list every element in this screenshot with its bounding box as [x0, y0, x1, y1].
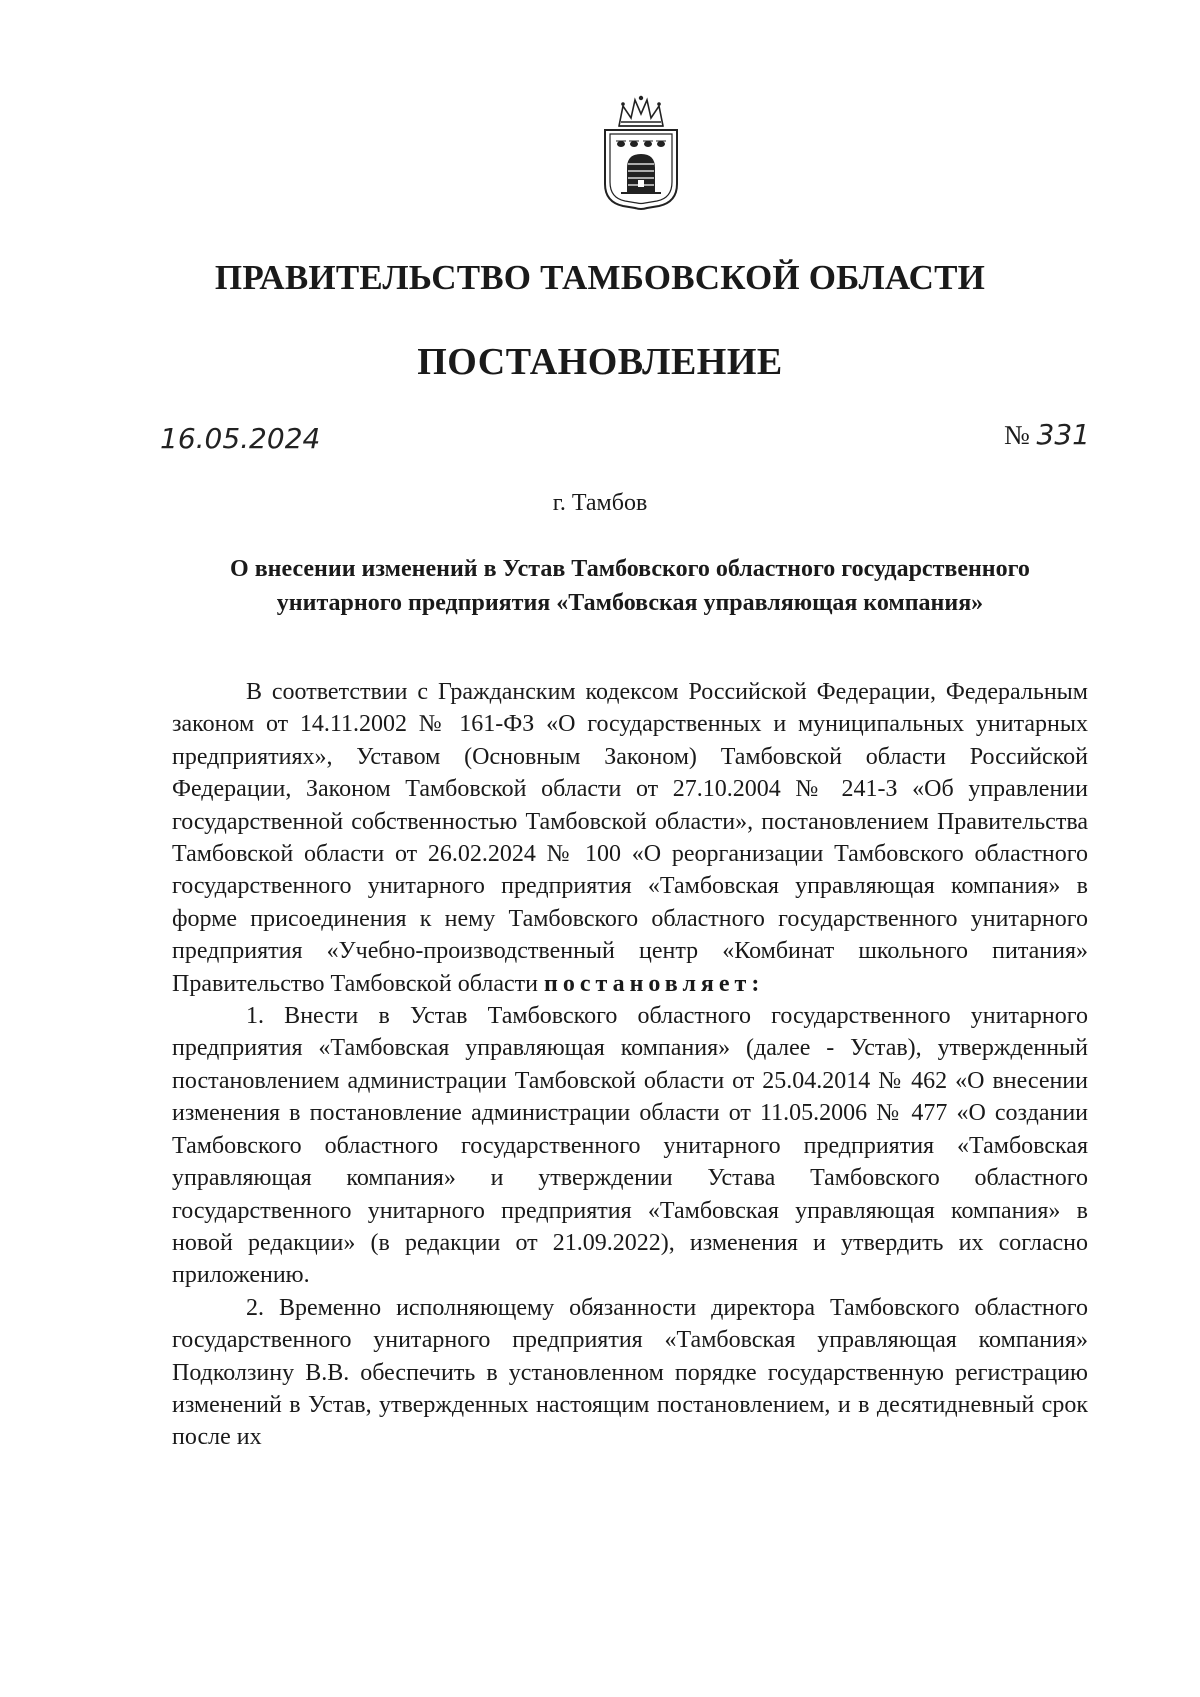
- document-subject: О внесении изменений в Устав Тамбовского областного государственного унитарного предприятия «Тамбовская управляющая компания»: [230, 556, 1030, 616]
- document-body: [172, 676, 1088, 1454]
- document-date: 16.05.2024: [160, 422, 321, 455]
- decree-word: постановляет:: [544, 970, 765, 997]
- document-type-title: ПОСТАНОВЛЕНИЕ: [417, 341, 783, 383]
- organization-title: ПРАВИТЕЛЬСТВО ТАМБОВСКОЙ ОБЛАСТИ: [214, 258, 986, 297]
- document-number: 331: [1036, 418, 1090, 451]
- item-2-paragraph: 2. Временно исполняющему обязанности директора Тамбовского областного государственного унитарного предприятия «Тамбовская управляющая компания» Подколзину В.В. обеспечить в установленном порядке государственную регистрацию изменений в Устав, утвержденных настоящим постановлением, и в десятидневный срок после их: [172, 1294, 1088, 1451]
- preamble-paragraph: [172, 676, 1088, 1000]
- document-city: г. Тамбов: [552, 490, 648, 516]
- number-sign: №: [1004, 420, 1030, 450]
- item-1-paragraph: 1. Внести в Устав Тамбовского областного государственного унитарного предприятия «Тамбовская управляющая компания» (далее - Устав), утвержденный постановлением администрации Тамбовской области от 25.04.2014 № 462 «О внесении изменения в постановление администрации области от 11.05.2006 № 477 «О создании Тамбовского областного государственного унитарного предприятия «Тамбовская управляющая компания» и утверждении Устава Тамбовского областного государственного унитарного предприятия «Тамбовская управляющая компания» в новой редакции» (в редакции от 21.09.2022), изменения и утвердить их согласно приложению.: [172, 1003, 1088, 1289]
- document-number-line: [1004, 418, 1090, 451]
- preamble-text: В соответствии с Гражданским кодексом Российской Федерации, Федеральным законом от 14.11.2002 № 161-ФЗ «О государственных и муниципальных унитарных предприятиях», Уставом (Основным Законом) Тамбовской области Российской Федерации, Законом Тамбовской области от 27.10.2004 № 241-З «Об управлении государственной собственностью Тамбовской области», постановлением Правительства Тамбовской области от 26.02.2024 № 100 «О реорганизации Тамбовского областного государственного унитарного предприятия «Тамбовская управляющая компания» в форме присоединения к нему Тамбовского областного государственного унитарного предприятия «Учебно-производственный центр «Комбинат школьного питания» Правительство Тамбовской области: [172, 679, 1088, 997]
- coat-of-arms-icon: [595, 92, 687, 216]
